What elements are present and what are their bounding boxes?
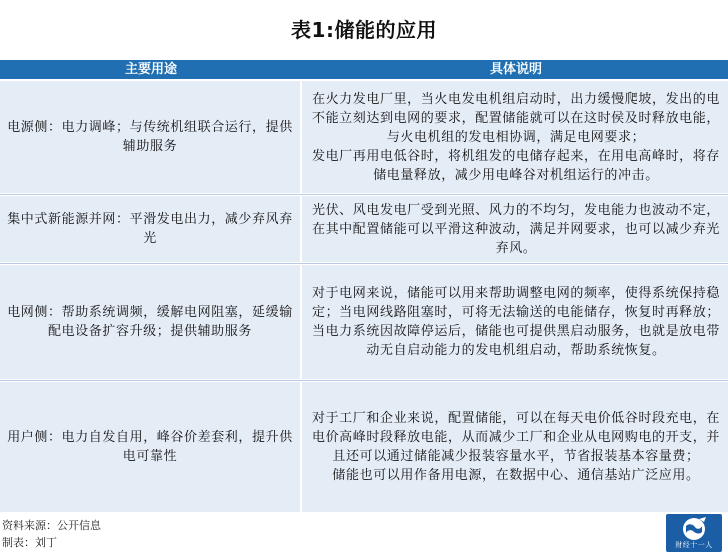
header-details: 具体说明 <box>489 62 542 77</box>
author-note: 制表：刘丁 <box>2 536 57 549</box>
detail-paragraph: 储能也可以用作备用电源，在数据中心、通信基站广泛应用。 <box>332 468 700 483</box>
row-use-cell: 电源侧：电力调峰；与传统机组联合运行，提供辅助服务 <box>0 81 302 193</box>
row-details-cell <box>304 382 728 512</box>
row-details-cell <box>304 81 728 193</box>
table-row <box>0 382 728 512</box>
row-use-cell: 集中式新能源并网：平滑发电出力，减少弃风弃光 <box>0 196 302 262</box>
table-row <box>0 265 728 379</box>
row-use-cell: 用户侧：电力自发自用，峰谷价差套利，提升供电可靠性 <box>0 382 302 512</box>
row-details-cell <box>304 196 728 262</box>
table-row <box>0 81 728 193</box>
table-row <box>0 196 728 262</box>
detail-paragraph: 当电力系统因故障停运后，储能也可提供黑启动服务，也就是放电带动无自启动能力的发电机组启动，帮助系统恢复。 <box>311 324 720 358</box>
detail-paragraph: 光伏、风电发电厂受到光照、风力的不均匀，发电能力也波动不定，在其中配置储能可以平滑这种波动，满足并网要求，也可以减少弃光弃风。 <box>311 202 720 256</box>
source-note: 资料来源：公开信息 <box>2 519 101 532</box>
detail-paragraph: 对于电网来说，储能可以用来帮助调整电网的频率，使得系统保持稳定；当电网线路阻塞时，可将无法输送的电能储存，恢复时再释放； <box>311 286 720 320</box>
row-use-cell: 电网侧：帮助系统调频，缓解电网阻塞，延缓输配电设备扩容升级；提供辅助服务 <box>0 265 302 379</box>
detail-paragraph: 对于工厂和企业来说，配置储能，可以在每天电价低谷时段充电，在电价高峰时段释放电能，从而减少工厂和企业从电网购电的开支，并且还可以通过储能减少报装容量水平，节省报装基本容量费； <box>311 411 720 464</box>
publisher-logo <box>666 514 722 552</box>
detail-paragraph: 发电厂再用电低谷时，将机组发的电储存起来，在用电高峰时，将存储电量释放，减少用电峰谷对机组运行的冲击。 <box>311 148 720 183</box>
header-main-use: 主要用途 <box>124 62 177 77</box>
table-header <box>0 60 728 79</box>
table-title: 表1:储能的应用 <box>291 18 437 42</box>
detail-paragraph: 在火力发电厂里，当火电发电机组启动时，出力缓慢爬坡，发出的电不能立刻达到电网的要求，配置储能就可以在这时侯及时释放电能，与火电机组的发电相协调，满足电网要求； <box>311 91 720 145</box>
row-details-cell <box>304 265 728 379</box>
logo-text: 财经十一人 <box>675 541 713 549</box>
